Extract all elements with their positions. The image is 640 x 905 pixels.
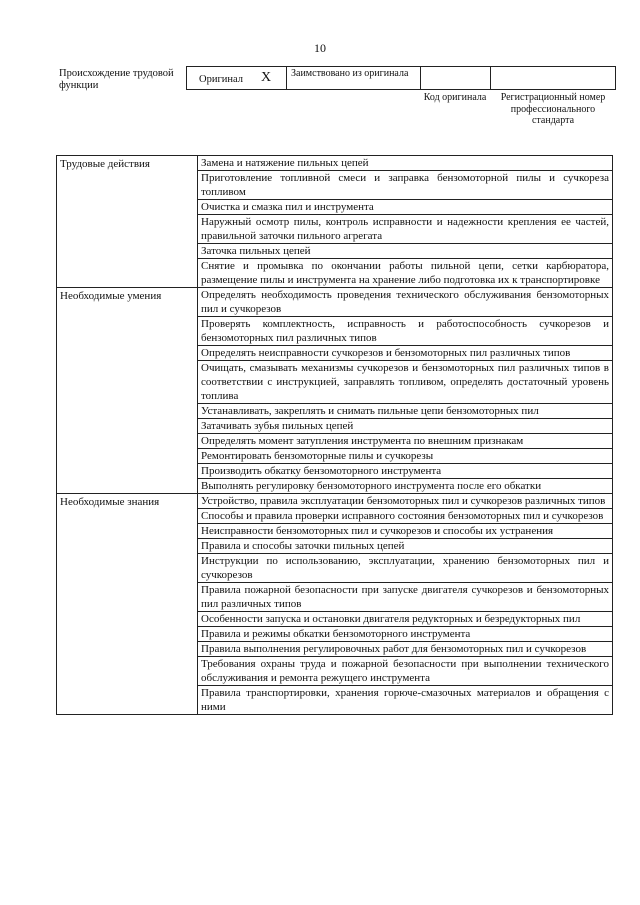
section-item: Приготовление топливной смеси и заправка бензомоторной пилы и сучкореза топливом — [198, 171, 613, 200]
section-item: Очистка и смазка пил и инструмента — [198, 200, 613, 215]
section-title: Трудовые действия — [57, 156, 198, 288]
table-body — [57, 156, 613, 715]
original-mark: X — [261, 70, 272, 85]
labor-function-table — [56, 155, 613, 715]
original-label: Оригинал — [199, 74, 243, 85]
borrowed-cell — [286, 66, 420, 90]
section-item: Правила выполнения регулировочных работ для бензомоторных пил и сучкорезов — [198, 642, 613, 657]
section-item: Наружный осмотр пилы, контроль исправности и надежности крепления ее частей, правильной заточки пильного агрегата — [198, 215, 613, 244]
borrowed-label: Заимствовано из оригинала — [291, 68, 409, 79]
section-item: Инструкции по использованию, эксплуатации, хранению бензомоторных пил и сучкорезов — [198, 554, 613, 583]
section-item: Определять момент затупления инструмента по внешним признакам — [198, 434, 613, 449]
section-item: Правила и способы заточки пильных цепей — [198, 539, 613, 554]
section-item: Правила и режимы обкатки бензомоторного инструмента — [198, 627, 613, 642]
code-cell — [420, 66, 490, 90]
section-item: Очищать, смазывать механизмы сучкорезов и бензомоторных пил различных типов в соответствии с инструкцией, заправлять топливом, определять достаточный уровень топлива — [198, 361, 613, 404]
section-item: Требования охраны труда и пожарной безопасности при выполнении технического обслуживания и ремонта режущего инструмента — [198, 657, 613, 686]
origin-label: Происхождение трудовой функции — [59, 68, 174, 91]
table-row — [57, 288, 613, 317]
original-cell — [186, 66, 286, 90]
section-title: Необходимые знания — [57, 494, 198, 715]
section-item: Снятие и промывка по окончании работы пильной цепи, сетки карбюратора, размещение пилы и инструмента на хранение либо подготовка их к транспортировке — [198, 259, 613, 288]
section-item: Заточка пильных цепей — [198, 244, 613, 259]
section-item: Устанавливать, закреплять и снимать пильные цепи бензомоторных пил — [198, 404, 613, 419]
reg-number-cell — [490, 66, 616, 90]
section-item: Устройство, правила эксплуатации бензомоторных пил и сучкорезов различных типов — [198, 494, 613, 509]
page-number: 10 — [314, 41, 326, 55]
section-item: Замена и натяжение пильных цепей — [198, 156, 613, 171]
section-item: Выполнять регулировку бензомоторного инструмента после его обкатки — [198, 479, 613, 494]
section-item: Затачивать зубья пильных цепей — [198, 419, 613, 434]
section-item: Ремонтировать бензомоторные пилы и сучкорезы — [198, 449, 613, 464]
section-item: Правила транспортировки, хранения горюче-смазочных материалов и обращения с ними — [198, 686, 613, 715]
section-item: Определять необходимость проведения технического обслуживания бензомоторных пил и сучкорезов — [198, 288, 613, 317]
section-item: Правила пожарной безопасности при запуске двигателя сучкорезов и бензомоторных пил различных типов — [198, 583, 613, 612]
section-item: Особенности запуска и остановки двигателя редукторных и безредукторных пил — [198, 612, 613, 627]
section-item: Проверять комплектность, исправность и работоспособность сучкорезов и бензомоторных пил различных типов — [198, 317, 613, 346]
section-title: Необходимые умения — [57, 288, 198, 494]
table-row — [57, 494, 613, 509]
table-row — [57, 156, 613, 171]
section-item: Способы и правила проверки исправного состояния бензомоторных пил и сучкорезов — [198, 509, 613, 524]
reg-number-caption: Регистрационный номер профессионального стандарта — [500, 92, 606, 126]
section-item: Неисправности бензомоторных пил и сучкорезов и способы их устранения — [198, 524, 613, 539]
origin-block — [56, 66, 616, 156]
code-caption: Код оригинала — [423, 92, 487, 103]
section-item: Определять неисправности сучкорезов и бензомоторных пил различных типов — [198, 346, 613, 361]
section-item: Производить обкатку бензомоторного инструмента — [198, 464, 613, 479]
